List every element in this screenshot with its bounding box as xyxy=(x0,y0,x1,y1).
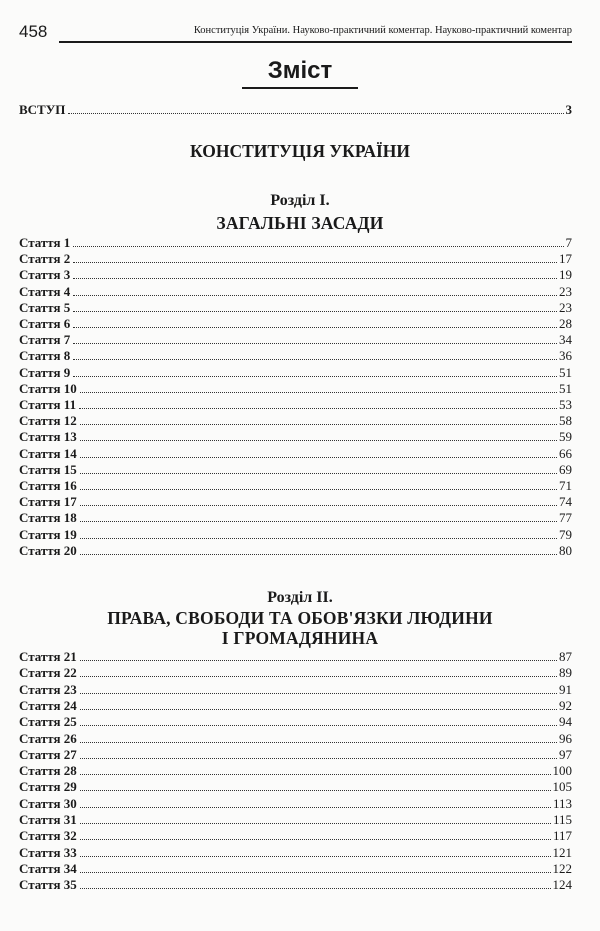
toc-entry-label: Стаття 29 xyxy=(19,779,77,795)
toc-entry[interactable] xyxy=(19,779,572,795)
toc-entry[interactable] xyxy=(19,478,572,494)
toc-entry[interactable] xyxy=(19,698,572,714)
dot-leader xyxy=(80,812,551,824)
toc-entry-page: 17 xyxy=(559,251,572,267)
toc-entry[interactable] xyxy=(19,284,572,300)
toc-entry-label: Стаття 16 xyxy=(19,478,77,493)
toc-entry-label: Стаття 26 xyxy=(19,730,77,746)
toc-entry-page: 23 xyxy=(559,299,572,315)
toc-entry-label: Стаття 10 xyxy=(19,380,77,396)
toc-entry-label: Стаття 23 xyxy=(19,681,77,697)
toc-entry-page: 53 xyxy=(559,397,572,412)
dot-leader xyxy=(80,763,551,775)
toc-entry-label: Стаття 24 xyxy=(19,697,77,713)
toc-entry-label: Стаття 31 xyxy=(19,812,77,827)
toc-entry[interactable] xyxy=(19,332,572,348)
toc-entry-label: Стаття 8 xyxy=(19,348,71,364)
dot-leader xyxy=(73,300,557,312)
toc-entry[interactable] xyxy=(19,731,572,747)
toc-entry-label: Стаття 9 xyxy=(19,364,71,380)
toc-entry[interactable] xyxy=(19,413,572,429)
toc-entry-label: Стаття 27 xyxy=(19,746,77,762)
dot-leader xyxy=(73,365,557,377)
dot-leader xyxy=(80,714,557,726)
dot-leader xyxy=(80,494,557,506)
toc-entry-label: Стаття 1 xyxy=(19,235,71,250)
toc-entry[interactable] xyxy=(19,763,572,779)
toc-entry-page: 121 xyxy=(552,844,572,860)
running-title: Конституція України. Науково-практичний коментар. Науково-практичний коментар xyxy=(193,25,572,36)
toc-entry[interactable] xyxy=(19,494,572,510)
toc-entry-page: 89 xyxy=(559,665,572,681)
toc-entry[interactable] xyxy=(19,365,572,381)
toc-entry[interactable] xyxy=(19,235,572,251)
page-title-wrap xyxy=(0,57,600,89)
dot-leader xyxy=(79,397,557,409)
toc-entry[interactable] xyxy=(19,381,572,397)
dot-leader xyxy=(80,527,557,539)
toc-entry-page: 105 xyxy=(552,779,572,795)
section1-label: Розділ І. xyxy=(270,192,330,209)
toc-entry-label: Стаття 7 xyxy=(19,332,71,348)
dot-leader xyxy=(80,731,557,743)
dot-leader xyxy=(80,478,557,490)
section2-title-line1: ПРАВА, СВОБОДИ ТА ОБОВ'ЯЗКИ ЛЮДИНИ xyxy=(107,608,493,628)
dot-leader xyxy=(80,413,557,425)
toc-entry-page: 51 xyxy=(559,380,572,396)
toc-entry-label: Стаття 3 xyxy=(19,267,71,283)
toc-entry-page: 122 xyxy=(552,860,572,876)
toc-entry-label: Стаття 34 xyxy=(19,860,77,876)
page-header xyxy=(19,20,572,46)
toc-entry-label: Стаття 20 xyxy=(19,542,77,558)
toc-entry[interactable] xyxy=(19,812,572,828)
toc-entry-page: 23 xyxy=(559,283,572,299)
toc-entry[interactable] xyxy=(19,714,572,730)
toc-entry[interactable] xyxy=(19,300,572,316)
toc-entry-label: Стаття 13 xyxy=(19,429,77,445)
toc-entry-page: 7 xyxy=(565,235,572,250)
dot-leader xyxy=(80,861,551,873)
toc-entry-page: 94 xyxy=(559,714,572,730)
toc-entry-page: 79 xyxy=(559,526,572,542)
toc-entry[interactable] xyxy=(19,462,572,478)
toc-entry[interactable] xyxy=(19,747,572,763)
toc-entry-page: 113 xyxy=(552,795,572,811)
toc-entry-page: 96 xyxy=(559,730,572,746)
toc-entry-page: 74 xyxy=(559,494,572,510)
toc-entry[interactable] xyxy=(19,845,572,861)
dot-leader xyxy=(80,845,551,857)
toc-entry[interactable] xyxy=(19,429,572,445)
toc-entry[interactable] xyxy=(19,267,572,283)
toc-entry-page: 69 xyxy=(559,461,572,477)
toc-entry-page: 92 xyxy=(559,697,572,713)
dot-leader xyxy=(80,665,557,677)
dot-leader xyxy=(80,446,557,458)
toc-entry-page: 28 xyxy=(559,316,572,331)
toc-entry-label: Стаття 28 xyxy=(19,763,77,779)
constitution-heading: КОНСТИТУЦІЯ УКРАЇНИ xyxy=(189,141,410,161)
toc-entry[interactable] xyxy=(19,877,572,893)
toc-entry-label: Стаття 11 xyxy=(19,397,77,412)
dot-leader xyxy=(80,543,557,555)
dot-leader xyxy=(80,747,557,759)
toc-entry-page: 66 xyxy=(559,445,572,461)
toc-entry-page: 97 xyxy=(559,746,572,762)
dot-leader xyxy=(80,779,551,791)
toc-entry-label: Стаття 22 xyxy=(19,665,77,681)
toc-entry-intro[interactable] xyxy=(19,102,572,118)
toc-entry-label: Стаття 33 xyxy=(19,844,77,860)
toc-entry-page: 59 xyxy=(559,429,572,445)
dot-leader xyxy=(73,235,563,247)
toc-entry[interactable] xyxy=(19,682,572,698)
toc-entry-page: 91 xyxy=(559,681,572,697)
toc-entry[interactable] xyxy=(19,649,572,665)
toc-entry[interactable] xyxy=(19,665,572,681)
dot-leader xyxy=(80,828,551,840)
toc-entry-label: Стаття 4 xyxy=(19,283,71,299)
toc-entry-label: Стаття 2 xyxy=(19,251,71,267)
dot-leader xyxy=(73,251,557,263)
toc-entry[interactable] xyxy=(19,796,572,812)
toc-entry-label: Стаття 35 xyxy=(19,877,77,893)
toc-entry-label: Стаття 12 xyxy=(19,413,77,429)
toc-entry[interactable] xyxy=(19,397,572,413)
dot-leader xyxy=(80,381,557,393)
toc-entry[interactable] xyxy=(19,828,572,844)
toc-entry-label: Стаття 18 xyxy=(19,510,77,526)
toc-entry-label: Стаття 6 xyxy=(19,316,71,331)
dot-leader xyxy=(73,284,557,296)
toc-entry-label: Стаття 30 xyxy=(19,795,77,811)
toc-entry-label: Стаття 32 xyxy=(19,828,77,844)
dot-leader xyxy=(73,348,557,360)
toc-entry-label: Стаття 25 xyxy=(19,714,77,730)
toc-entry[interactable] xyxy=(19,316,572,332)
section2-title-line2: І ГРОМАДЯНИНА xyxy=(221,628,379,648)
section2-label: Розділ ІІ. xyxy=(267,589,333,606)
toc-entry-label: Стаття 15 xyxy=(19,461,77,477)
page-number: 458 xyxy=(19,22,48,41)
dot-leader xyxy=(80,462,557,474)
dot-leader xyxy=(80,649,557,661)
toc-entry-page: 100 xyxy=(552,763,572,779)
dot-leader xyxy=(68,102,563,114)
header-rule xyxy=(59,41,572,43)
toc-entry[interactable] xyxy=(19,527,572,543)
toc-entry-page: 77 xyxy=(559,510,572,526)
dot-leader xyxy=(80,796,551,808)
toc-entry-page: 80 xyxy=(559,542,572,558)
toc-entry-label: Стаття 14 xyxy=(19,445,77,461)
toc-entry-label: Стаття 19 xyxy=(19,526,77,542)
toc-entry-page: 19 xyxy=(559,267,572,283)
toc-entry-page: 34 xyxy=(559,332,572,348)
page-title: Зміст xyxy=(242,57,359,89)
toc-entry[interactable] xyxy=(19,348,572,364)
toc-entry-label: Стаття 21 xyxy=(19,649,77,664)
toc-entry-page: 117 xyxy=(552,828,572,844)
toc-entry-page: 87 xyxy=(559,649,572,664)
toc-entry-page: 124 xyxy=(552,877,572,893)
section1-title: ЗАГАЛЬНІ ЗАСАДИ xyxy=(216,213,384,233)
dot-leader xyxy=(73,267,557,279)
toc-entry[interactable] xyxy=(19,446,572,462)
dot-leader xyxy=(80,682,557,694)
toc-entry-label: ВСТУП xyxy=(19,102,66,117)
dot-leader xyxy=(80,510,557,522)
dot-leader xyxy=(73,316,557,328)
toc-entry[interactable] xyxy=(19,861,572,877)
toc-entry-page: 51 xyxy=(559,364,572,380)
toc-entry-page: 3 xyxy=(565,102,572,117)
toc-entry[interactable] xyxy=(19,251,572,267)
dot-leader xyxy=(80,877,551,889)
dot-leader xyxy=(80,698,557,710)
toc-entry-page: 115 xyxy=(552,812,572,827)
toc-entry-label: Стаття 5 xyxy=(19,299,71,315)
toc-entry-page: 58 xyxy=(559,413,572,429)
dot-leader xyxy=(80,429,557,441)
toc-entry-page: 36 xyxy=(559,348,572,364)
toc-entry[interactable] xyxy=(19,543,572,559)
toc-entry-label: Стаття 17 xyxy=(19,494,77,510)
toc-entry[interactable] xyxy=(19,510,572,526)
toc-entry-page: 71 xyxy=(559,478,572,493)
dot-leader xyxy=(73,332,557,344)
